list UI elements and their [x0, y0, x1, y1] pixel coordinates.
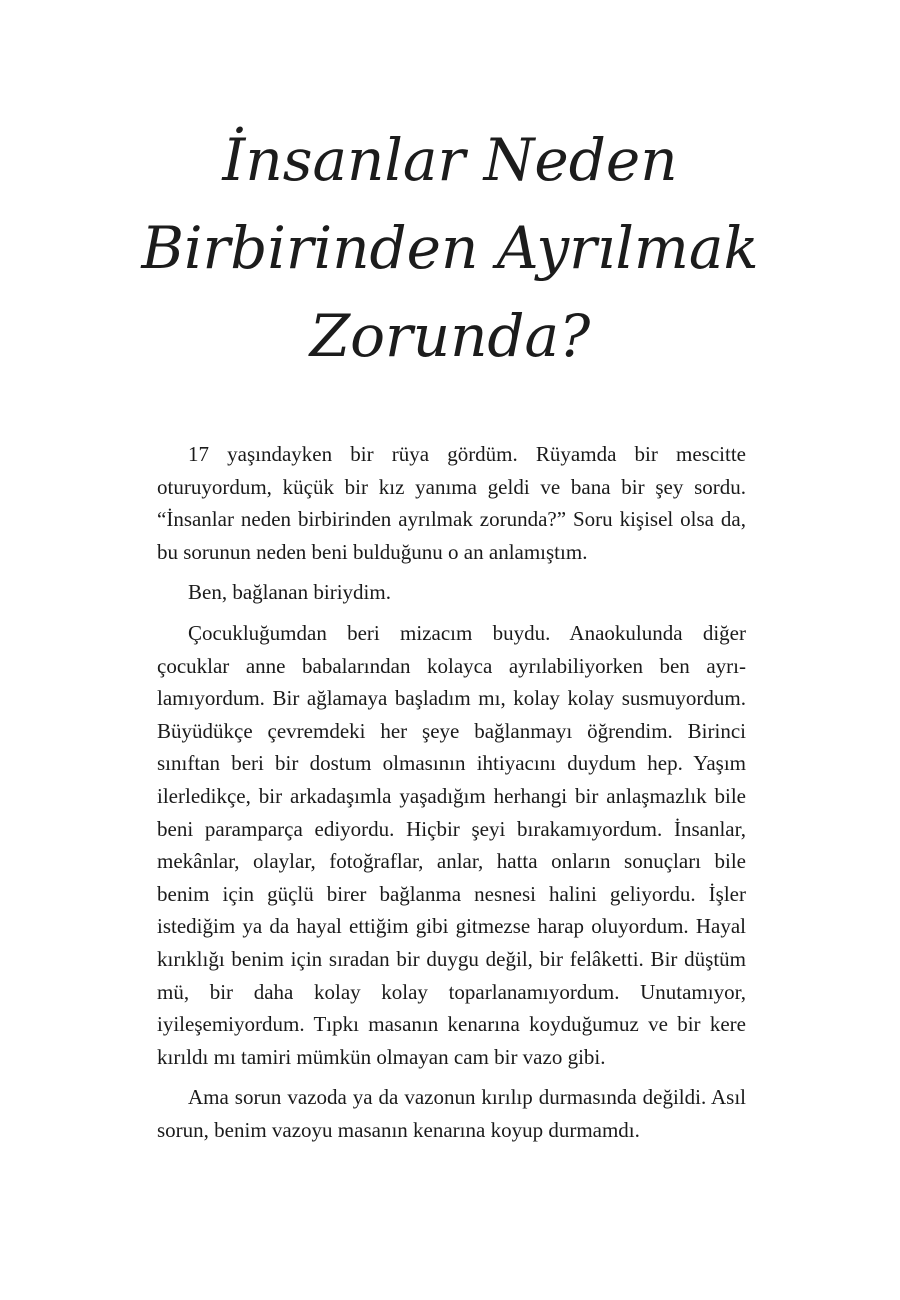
chapter-title-line-2: Birbirinden Ayrılmak: [141, 214, 759, 282]
chapter-title-line-3: Zorunda?: [309, 302, 591, 370]
chapter-title-line-1: İnsanlar Neden: [222, 126, 678, 194]
paragraph-attached: Ben, bağlanan biriydim.: [188, 580, 391, 605]
paragraph-childhood: Çocukluğumdan beri mizacım buydu. Anaokulunda diğer çocuklar anne babalarından kolayca ayrılabiliyorken ben ayrılamıyordum. Bir ağlamaya başladım mı, kolay kolay susmuyordum. Büyüdükçe çevremdeki her şeye bağlanmayı öğrendim. Birinci sınıftan beri bir dostum olmasının ihtiyacını duydum hep. Yaşım ilerledikçe, bir arkadaşımla yaşadığım herhangi bir anlaşmazlık bile beni paramparça ediyordu. Hiçbir şeyi bırakamıyordum. İnsanlar, mekânlar, olaylar, fotoğraflar, anlar, hatta onların sonuçları bile benim için güçlü birer bağlanma nesnesi halini geliyordu. İşler istediğim ya da hayal ettiğim gibi gitmezse harap oluyordum. Hayal kırıklığı benim için sıradan bir duygu değil, bir felâketti. Bir düştüm mü, bir daha kolay kolay toparlanamıyordum. Unutamıyor, iyileşemiyordum. Tıpkı masanın kenarına koyduğumuz ve bir kere kırıldı mı tamiri mümkün olmayan cam bir vazo gibi.: [157, 620, 746, 1069]
paragraph-dream: 17 yaşındayken bir rüya gördüm. Rüyamda bir mescitte oturuyordum, küçük bir kız yanıma geldi ve bana bir şey sordu. “İnsanlar neden birbirinden ayrılmak zorunda?” Soru kişisel olsa da, bu sorunun neden beni bulduğunu o an anlamıştım.: [157, 442, 746, 564]
paragraph-vase: Ama sorun vazoda ya da vazonun kırılıp durmasında değildi. Asıl sorun, benim vazoyu masanın kenarına koyup durmamdı.: [157, 1085, 746, 1142]
chapter-title: [0, 116, 900, 380]
body-text: [157, 438, 746, 1154]
